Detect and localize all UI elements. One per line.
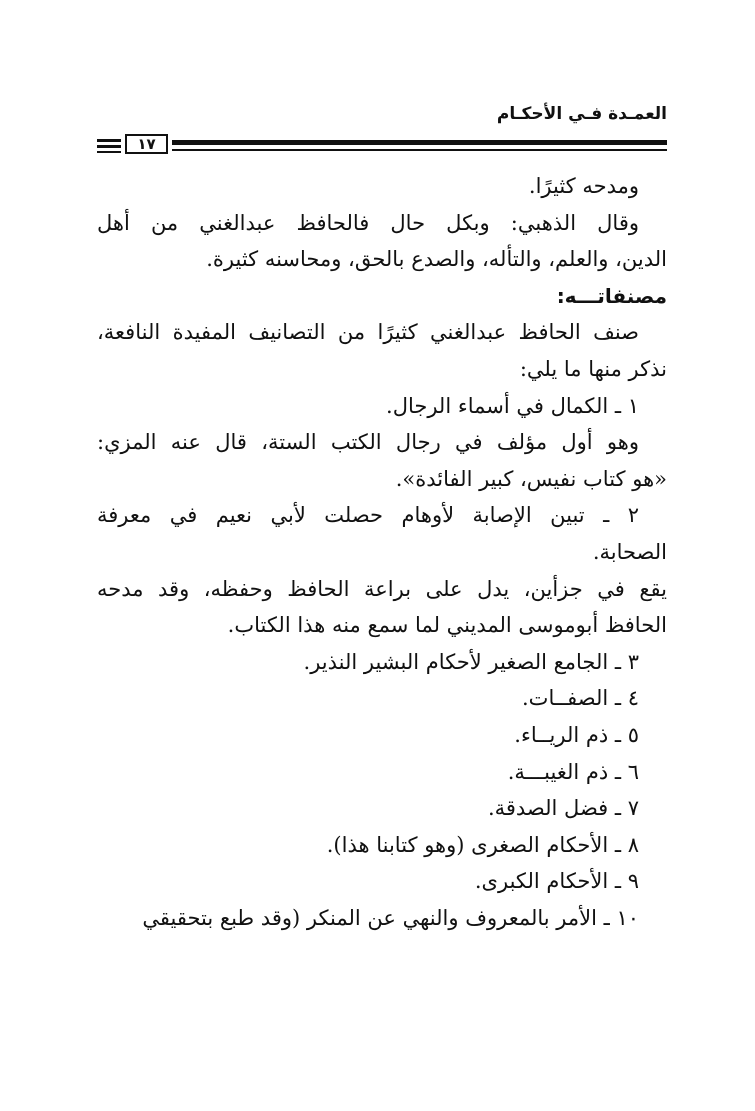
text-line: وهو أول مؤلف في رجال الكتب الستة، قال عنه المزي: bbox=[97, 430, 639, 455]
text-line: يقع في جزأين، يدل على براعة الحافظ وحفظه، وقد مدحه bbox=[97, 576, 667, 601]
text-line: «هو كتاب نفيس، كبير الفائدة». bbox=[395, 466, 667, 491]
list-item: ٦ ـ ذم الغيبـــة. bbox=[507, 759, 639, 784]
header-rule-ornament bbox=[97, 137, 121, 153]
list-item: ٥ ـ ذم الريــاء. bbox=[514, 722, 639, 747]
list-item: ٣ ـ الجامع الصغير لأحكام البشير النذير. bbox=[303, 649, 639, 674]
header-rule-thin bbox=[172, 149, 667, 151]
list-item: ٤ ـ الصفــات. bbox=[522, 686, 639, 711]
list-item: ٨ ـ الأحكام الصغرى (وهو كتابنا هذا). bbox=[326, 832, 639, 857]
header-rule-thick bbox=[172, 140, 667, 145]
text-line: ومدحه كثيرًا. bbox=[528, 174, 639, 198]
text-line: الدين، والعلم، والتأله، والصدع بالحق، ومحاسنه كثيرة. bbox=[206, 247, 667, 272]
text-line: الحافظ أبوموسى المديني لما سمع منه هذا الكتاب. bbox=[227, 613, 667, 638]
list-item: ١ ـ الكمال في أسماء الرجال. bbox=[386, 393, 639, 418]
list-item: ٢ ـ تبين الإصابة لأوهام حصلت لأبي نعيم في معرفة bbox=[97, 503, 639, 528]
text-line: الصحابة. bbox=[592, 539, 667, 564]
running-header-title: العمـدة فـي الأحكـام bbox=[496, 104, 667, 124]
text-line: صنف الحافظ عبدالغني كثيرًا من التصانيف المفيدة النافعة، bbox=[97, 320, 639, 345]
text-line: نذكر منها ما يلي: bbox=[519, 356, 667, 381]
list-item: ٧ ـ فضل الصدقة. bbox=[487, 796, 639, 821]
page-number: ١٧ bbox=[125, 134, 168, 154]
list-item: ١٠ ـ الأمر بالمعروف والنهي عن المنكر (وقد طبع بتحقيقي bbox=[142, 905, 639, 930]
text-line: وقال الذهبي: وبكل حال فالحافظ عبدالغني من أهل bbox=[97, 210, 639, 235]
list-item: ٩ ـ الأحكام الكبرى. bbox=[474, 869, 639, 894]
section-heading: مصنفاتـــه: bbox=[556, 283, 667, 308]
body-text bbox=[97, 168, 667, 936]
